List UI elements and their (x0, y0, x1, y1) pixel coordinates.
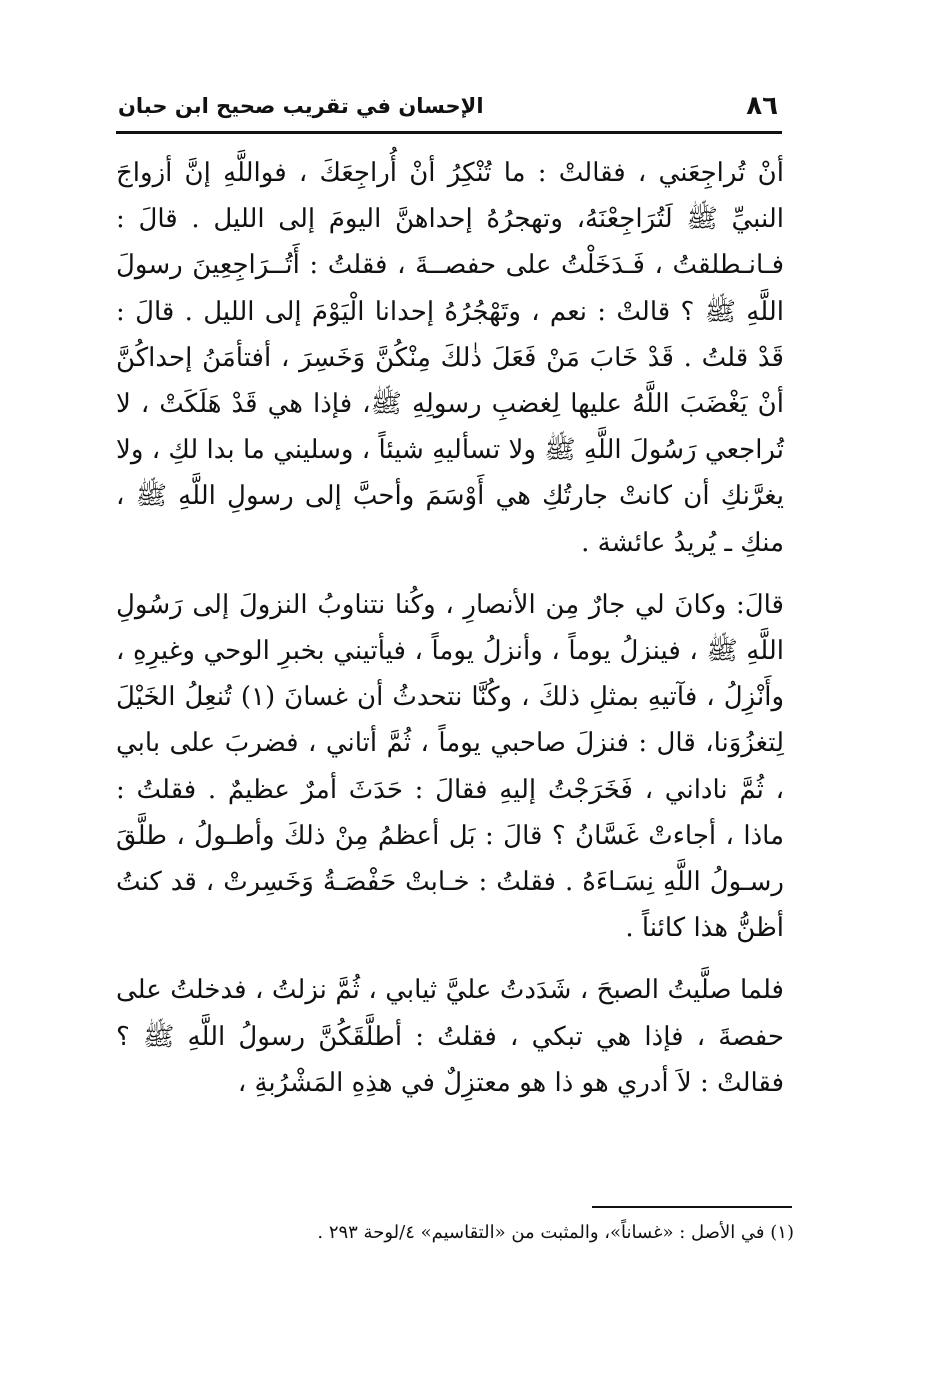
page-header (118, 86, 778, 126)
footnote: (١) في الأصل : «غساناً»، والمثبت من «التقاسيم» ٤/لوحة ٢٩٣ . (317, 1222, 794, 1243)
paragraph: قالَ: وكانَ لي جارٌ مِن الأنصارِ ، وكُنا نتناوبُ النزولَ إلى رَسُولِ اللَّهِ ﷺ ، فينزلُ يوماً ، وأنزلُ يوماً ، فيأتيني بخبرِ الوحي وغيرِهِ ، وأَنْزِلُ ، فآتيهِ بمثلِ ذلكَ ، وكُنَّا نتحدثُ أن غسانَ (١) تُنعِلُ الخَيْلَ لِتغزُوَنا، قال : فنزلَ صاحبي يوماً ، ثُمَّ أتاني ، فضربَ على بابي ، ثُمَّ ناداني ، فَخَرَجْتُ إليهِ فقالَ : حَدَثَ أمرٌ عظيمٌ . فقلتُ : ماذا ، أجاءتْ غَسَّانُ ؟ قالَ : بَل أعظمُ مِنْ ذلكَ وأطـولُ ، طلَّقَ رسـولُ اللَّهِ نِسَـاءَهُ . فقلتُ : خـابتْ حَفْصَـةُ وَخَسِرتْ ، قد كنتُ أظنُّ هذا كائناً . (116, 589, 784, 944)
paragraph: أنْ تُراجِعَني ، فقالتْ : ما تُنْكِرُ أنْ أُراجِعَكَ ، فواللَّهِ إنَّ أزواجَ النبيِّ ﷺ لَتُرَاجِعْنَهُ، وتهجرُهُ إحداهنَّ اليومَ إلى الليل . قالَ : فـانـطلقتُ ، فَـدَخَلْتُ على حفصــةَ ، فقلتُ : أَتُــرَاجِعِينَ رسولَ اللَّهِ ﷺ ؟ قالتْ : نعم ، وتَهْجُرُهُ إحدانا الْيَوْمَ إلى الليل . قالَ : قَدْ قلتُ . قَدْ خَابَ مَنْ فَعَلَ ذٰلكَ مِنْكُنَّ وَخَسِرَ ، أفتأمَنُ إحداكُنَّ أنْ يَغْضَبَ اللَّهُ عليها لِغضبِ رسولِهِ ﷺ، فإذا هي قَدْ هَلَكَتْ ، لا تُراجعي رَسُولَ اللَّهِ ﷺ ولا تسأليهِ شيئاً ، وسليني ما بدا لكِ ، ولا يغرَّنكِ أن كانتْ جارتُكِ هي أَوْسَمَ وأحبَّ إلى رسولِ اللَّهِ ﷺ ، منكِ ـ يُريدُ عائشة . (116, 158, 784, 558)
header-rule (116, 131, 782, 134)
paragraph: فلما صلَّيتُ الصبحَ ، شَدَدتُ عليَّ ثيابي ، ثُمَّ نزلتُ ، فدخلتُ على حفصةَ ، فإذا هي تبكي ، فقلتُ : أطلَّقَكُنَّ رسولُ اللَّهِ ﷺ ؟ فقالتْ : لاَ أدري هو ذا هو معتزِلٌ في هذِهِ المَشْرُبةِ ، (116, 975, 784, 1098)
footnote-rule (592, 1206, 792, 1208)
main-text (116, 150, 784, 1106)
page-number: ٨٦ (746, 91, 778, 121)
running-title: الإحسان في تقريب صحيح ابن حبان (118, 94, 484, 118)
